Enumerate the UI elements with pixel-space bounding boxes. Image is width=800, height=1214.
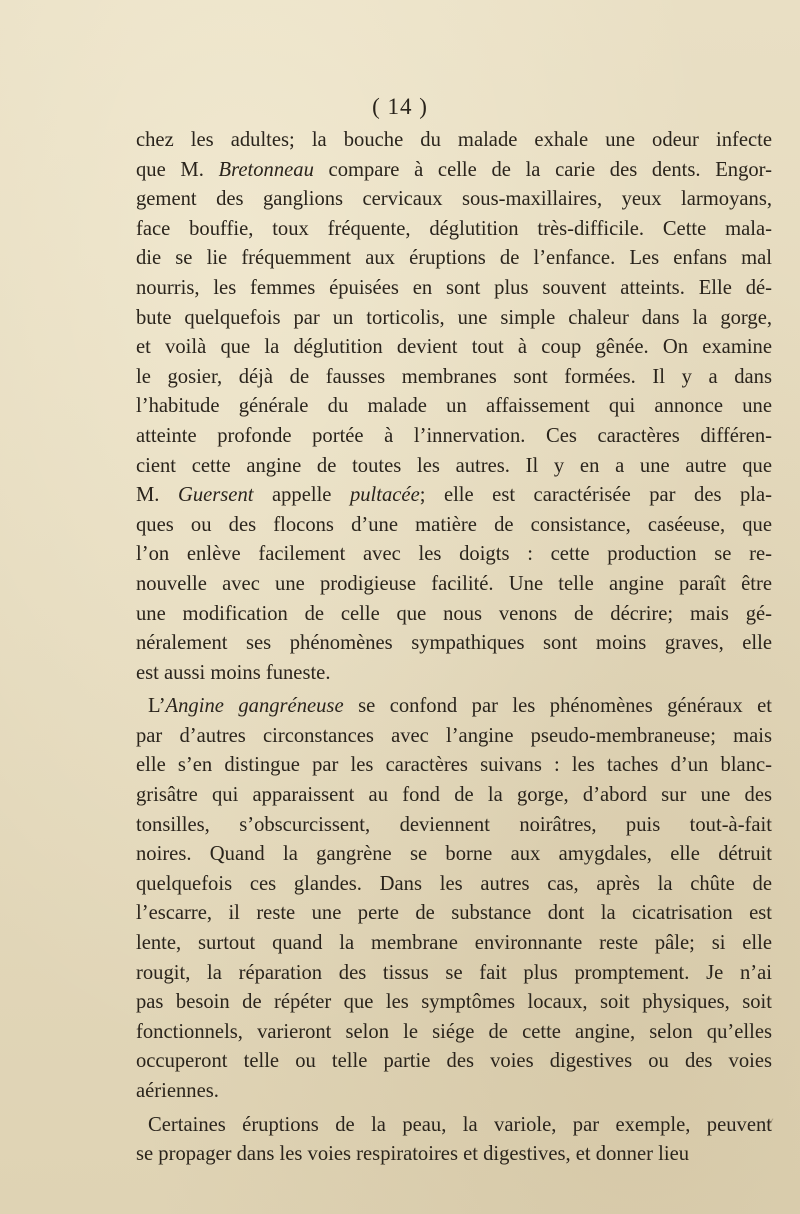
text-segment: rougit, la réparation des tissus se fait plus promptement. Je n’ai bbox=[136, 961, 772, 984]
text-line bbox=[136, 511, 772, 541]
text-segment: M. bbox=[136, 484, 178, 507]
text-line bbox=[136, 692, 772, 722]
paragraph bbox=[136, 1111, 772, 1170]
paragraph bbox=[136, 126, 772, 688]
text-segment: Certaines éruptions de la peau, la variole, par exemple, peuvent bbox=[148, 1113, 772, 1136]
text-line bbox=[136, 540, 772, 570]
text-line bbox=[136, 959, 772, 989]
text-line bbox=[136, 333, 772, 363]
text-segment: nourris, les femmes épuisées en sont plus souvent atteints. Elle dé- bbox=[136, 276, 772, 299]
text-line bbox=[136, 215, 772, 245]
text-segment: se propager dans les voies respiratoires et digestives, et donner lieu bbox=[136, 1143, 690, 1166]
italic-text: Bretonneau bbox=[218, 158, 314, 181]
text-segment: pas besoin de répéter que les symptômes locaux, soit physiques, soit bbox=[136, 991, 772, 1014]
text-line bbox=[136, 840, 772, 870]
text-segment: face bouffie, toux fréquente, déglutition très-difficile. Cette mala- bbox=[136, 217, 772, 240]
text-line bbox=[136, 422, 772, 452]
text-segment: atteinte profonde portée à l’innervation. Ces caractères différen- bbox=[136, 424, 772, 447]
text-segment: occuperont telle ou telle partie des voies digestives ou des voies bbox=[136, 1050, 772, 1073]
text-segment: grisâtre qui apparaissent au fond de la gorge, d’abord sur une des bbox=[136, 784, 772, 807]
paragraph bbox=[136, 692, 772, 1106]
text-segment: néralement ses phénomènes sympathiques sont moins graves, elle bbox=[136, 632, 772, 655]
text-segment: L’ bbox=[148, 695, 166, 718]
text-line bbox=[136, 481, 772, 511]
body-text bbox=[136, 126, 772, 1170]
text-line bbox=[136, 274, 772, 304]
text-segment: ; elle est caractérisée par des pla- bbox=[419, 484, 772, 507]
text-segment: gement des ganglions cervicaux sous-maxillaires, yeux larmoyans, bbox=[136, 188, 772, 211]
italic-text: Guersent bbox=[177, 484, 254, 507]
text-segment: nouvelle avec une prodigieuse facilité. Une telle angine paraît être bbox=[136, 572, 772, 595]
text-line bbox=[136, 1077, 772, 1107]
text-line bbox=[136, 1140, 772, 1170]
text-segment: fonctionnels, varieront selon le siége de cette angine, selon qu’elles bbox=[136, 1020, 772, 1043]
text-line bbox=[136, 929, 772, 959]
text-segment: par d’autres circonstances avec l’angine pseudo-membraneuse; mais bbox=[136, 724, 772, 747]
text-segment: appelle bbox=[253, 484, 350, 507]
text-segment: ques ou des flocons d’une matière de consistance, caséeuse, que bbox=[136, 513, 772, 536]
text-line bbox=[136, 185, 772, 215]
text-line bbox=[136, 722, 772, 752]
text-segment: le gosier, déjà de fausses membranes sont formées. Il y a dans bbox=[136, 365, 772, 388]
text-segment: que M. bbox=[136, 158, 219, 181]
text-segment: quelquefois ces glandes. Dans les autres cas, après la chûte de bbox=[136, 872, 772, 895]
text-segment: lente, surtout quand la membrane environnante reste pâle; si elle bbox=[136, 932, 772, 955]
text-segment: elle s’en distingue par les caractères suivans : les taches d’un blanc- bbox=[136, 754, 772, 777]
text-line bbox=[136, 452, 772, 482]
text-segment: noires. Quand la gangrène se borne aux amygdales, elle détruit bbox=[136, 843, 772, 866]
text-segment: aériennes. bbox=[136, 1080, 219, 1102]
text-line bbox=[136, 870, 772, 900]
text-line bbox=[136, 659, 772, 689]
text-segment: et voilà que la déglutition devient tout à coup gênée. On examine bbox=[136, 336, 772, 359]
text-line bbox=[136, 244, 772, 274]
italic-text: Angine gangréneuse bbox=[165, 695, 344, 718]
text-segment: bute quelquefois par un torticolis, une simple chaleur dans la gorge, bbox=[136, 306, 772, 329]
page-number: ( 14 ) bbox=[372, 94, 428, 119]
italic-text: pultacée bbox=[349, 484, 420, 507]
text-line bbox=[136, 570, 772, 600]
text-segment: tonsilles, s’obscurcissent, deviennent noirâtres, puis tout-à-fait bbox=[136, 813, 772, 836]
text-line bbox=[136, 1018, 772, 1048]
text-line bbox=[136, 629, 772, 659]
text-line bbox=[136, 156, 772, 186]
text-segment: compare à celle de la carie des dents. Engor- bbox=[313, 158, 772, 181]
text-line bbox=[136, 1047, 772, 1077]
text-line bbox=[136, 1111, 772, 1141]
text-line bbox=[136, 751, 772, 781]
text-segment: se confond par les phénomènes généraux et bbox=[343, 695, 772, 718]
text-segment: l’escarre, il reste une perte de substance dont la cicatrisation est bbox=[136, 902, 772, 925]
text-line bbox=[136, 304, 772, 334]
text-line bbox=[136, 781, 772, 811]
text-line bbox=[136, 392, 772, 422]
text-segment: die se lie fréquemment aux éruptions de l’enfance. Les enfans mal bbox=[136, 247, 772, 270]
text-segment: chez les adultes; la bouche du malade exhale une odeur infecte bbox=[136, 129, 772, 151]
text-line bbox=[136, 899, 772, 929]
text-line bbox=[136, 988, 772, 1018]
text-line bbox=[136, 126, 772, 156]
text-line bbox=[136, 363, 772, 393]
text-segment: l’habitude générale du malade un affaissement qui annonce une bbox=[136, 395, 772, 418]
text-line bbox=[136, 600, 772, 630]
text-line bbox=[136, 811, 772, 841]
text-segment: est aussi moins funeste. bbox=[136, 661, 331, 684]
text-segment: une modification de celle que nous venons de décrire; mais gé- bbox=[136, 602, 772, 625]
text-segment: l’on enlève facilement avec les doigts : cette production se re- bbox=[136, 543, 772, 566]
text-segment: cient cette angine de toutes les autres. Il y en a une autre que bbox=[136, 454, 772, 477]
